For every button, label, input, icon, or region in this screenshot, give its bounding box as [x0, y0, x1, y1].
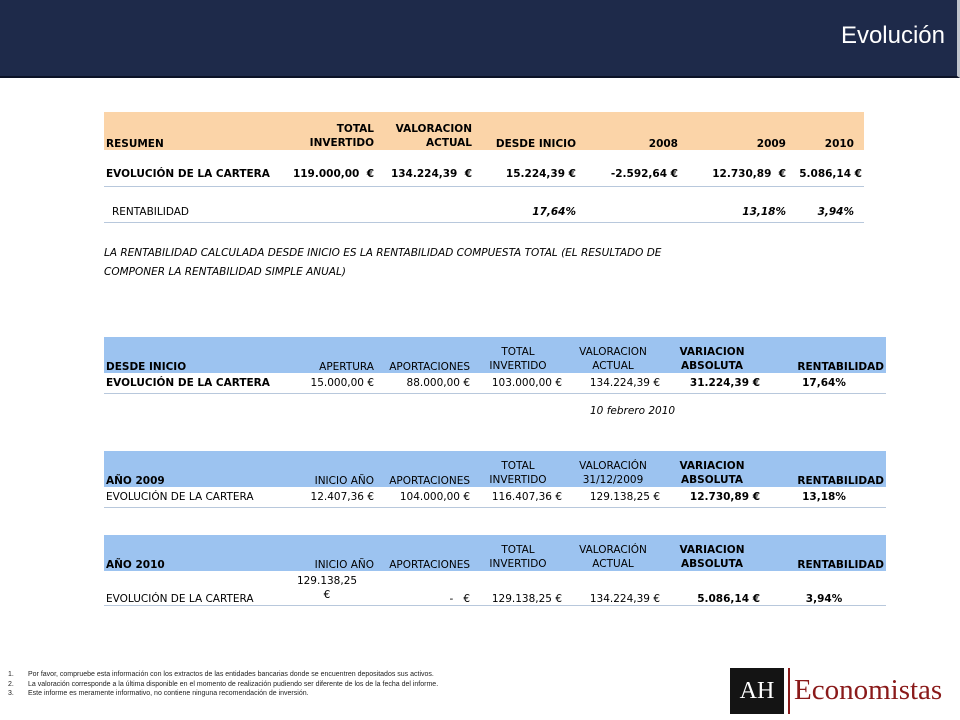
footnote-item: 2. La valoración corresponde a la última disponible en el momento de realización pudiendo ser diferente de los de la fecha del informe. [8, 680, 439, 688]
resumen-header-2010: 2010 [788, 112, 864, 150]
desde-inicio-aportaciones: 88.000,00 € [376, 373, 472, 393]
desde-inicio-rentabilidad: 17,64% [762, 373, 886, 393]
anio-2009-header-row [104, 451, 886, 487]
anio-2009-row-label: EVOLUCIÓN DE LA CARTERA [104, 487, 278, 507]
anio-2010-header-inicio: INICIO AÑO [278, 535, 376, 571]
page-title: Evolución [840, 22, 945, 49]
footnote-item: 1. Por favor, compruebe esta información con los extractos de las entidades bancarias donde se encuentren depositados sus activos. [8, 671, 434, 678]
desde-inicio-header-aportaciones: APORTACIONES [376, 337, 472, 373]
resumen-rentabilidad-row [104, 202, 864, 222]
anio-2009-row [104, 487, 886, 507]
report-date: 10 febrero 2010 [590, 405, 676, 417]
anio-2009-header-inicio: INICIO AÑO [278, 451, 376, 487]
resumen-cartera-2008: -2.592,64 € [578, 162, 680, 186]
resumen-cartera-row [104, 162, 864, 186]
anio-2009-header-rentabilidad: RENTABILIDAD [762, 451, 886, 487]
resumen-header-2009: 2009 [680, 112, 788, 150]
footnote-item: 3. Este informe es meramente informativo, no contiene ninguna recomendación de inversión. [8, 690, 309, 697]
desde-inicio-header-valoracion: VALORACION ACTUAL [564, 337, 662, 373]
anio-2010-header-valoracion: VALORACIÓN ACTUAL [564, 535, 662, 571]
anio-2010-aportaciones: - € [376, 571, 472, 605]
anio-2009-header-valoracion: VALORACIÓN 31/12/2009 [564, 451, 662, 487]
company-logo [730, 668, 943, 716]
resumen-rentabilidad-desde-inicio: 17,64% [474, 202, 578, 222]
desde-inicio-header-variacion: VARIACION ABSOLUTA [662, 337, 762, 373]
anio-2009-rentabilidad: 13,18% [762, 487, 886, 507]
desde-inicio-header-total-invertido: TOTAL INVERTIDO [472, 337, 564, 373]
anio-2010-rentabilidad: 3,94% [762, 571, 886, 605]
resumen-header-row [104, 112, 864, 150]
anio-2009-table [104, 451, 886, 508]
desde-inicio-table [104, 337, 886, 394]
resumen-rentabilidad-label: RENTABILIDAD [104, 202, 278, 222]
resumen-rentabilidad-2009: 13,18% [680, 202, 788, 222]
anio-2009-header-total-invertido: TOTAL INVERTIDO [472, 451, 564, 487]
desde-inicio-total-invertido: 103.000,00 € [472, 373, 564, 393]
desde-inicio-header-row [104, 337, 886, 373]
resumen-header-valoracion-actual: VALORACION ACTUAL [376, 112, 474, 150]
anio-2009-total-invertido: 116.407,36 € [472, 487, 564, 507]
footnotes [6, 670, 646, 699]
anio-2009-header-label: AÑO 2009 [104, 451, 278, 487]
resumen-header-label: RESUMEN [104, 112, 278, 150]
desde-inicio-header-apertura: APERTURA [278, 337, 376, 373]
resumen-cartera-2009: 12.730,89 € [680, 162, 788, 186]
anio-2009-variacion: 12.730,89 € [662, 487, 762, 507]
anio-2010-header-label: AÑO 2010 [104, 535, 278, 571]
anio-2010-header-aportaciones: APORTACIONES [376, 535, 472, 571]
resumen-header-desde-inicio: DESDE INICIO [474, 112, 578, 150]
logo-divider [788, 668, 790, 714]
anio-2010-row-label: EVOLUCIÓN DE LA CARTERA [104, 571, 278, 605]
resumen-cartera-total-invertido: 119.000,00 € [278, 162, 376, 186]
anio-2009-valoracion: 129.138,25 € [564, 487, 662, 507]
anio-2010-header-total-invertido: TOTAL INVERTIDO [472, 535, 564, 571]
logo-wordmark: Economistas [794, 674, 943, 706]
desde-inicio-row [104, 373, 886, 393]
desde-inicio-row-label: EVOLUCIÓN DE LA CARTERA [104, 373, 278, 393]
desde-inicio-apertura: 15.000,00 € [278, 373, 376, 393]
desde-inicio-header-rentabilidad: RENTABILIDAD [762, 337, 886, 373]
anio-2010-header-variacion: VARIACION ABSOLUTA [662, 535, 762, 571]
resumen-header-2008: 2008 [578, 112, 680, 150]
logo-initials: AH [730, 668, 784, 714]
anio-2010-header-row [104, 535, 886, 571]
resumen-rentabilidad-2010: 3,94% [788, 202, 864, 222]
anio-2010-table [104, 535, 886, 606]
resumen-cartera-label: EVOLUCIÓN DE LA CARTERA [104, 162, 278, 186]
anio-2010-header-rentabilidad: RENTABILIDAD [762, 535, 886, 571]
desde-inicio-header-label: DESDE INICIO [104, 337, 278, 373]
resumen-cartera-2010: 5.086,14 € [788, 162, 864, 186]
resumen-header-total-invertido: TOTAL INVERTIDO [278, 112, 376, 150]
anio-2010-row [104, 571, 886, 605]
desde-inicio-variacion: 31.224,39 € [662, 373, 762, 393]
anio-2010-inicio: 129.138,25 € [278, 571, 376, 605]
anio-2010-total-invertido: 129.138,25 € [472, 571, 564, 605]
anio-2009-aportaciones: 104.000,00 € [376, 487, 472, 507]
anio-2009-header-variacion: VARIACION ABSOLUTA [662, 451, 762, 487]
anio-2009-inicio: 12.407,36 € [278, 487, 376, 507]
anio-2009-header-aportaciones: APORTACIONES [376, 451, 472, 487]
rentabilidad-note: LA RENTABILIDAD CALCULADA DESDE INICIO ES LA RENTABILIDAD COMPUESTA TOTAL (EL RESULTADO DE COMPONER LA RENTABILIDAD SIMPLE ANUAL) [104, 247, 662, 278]
desde-inicio-valoracion: 134.224,39 € [564, 373, 662, 393]
resumen-cartera-valoracion: 134.224,39 € [376, 162, 474, 186]
anio-2010-variacion: 5.086,14 € [662, 571, 762, 605]
resumen-cartera-desde-inicio: 15.224,39 € [474, 162, 578, 186]
title-bar [0, 0, 960, 78]
resumen-table [104, 112, 864, 223]
anio-2010-valoracion: 134.224,39 € [564, 571, 662, 605]
